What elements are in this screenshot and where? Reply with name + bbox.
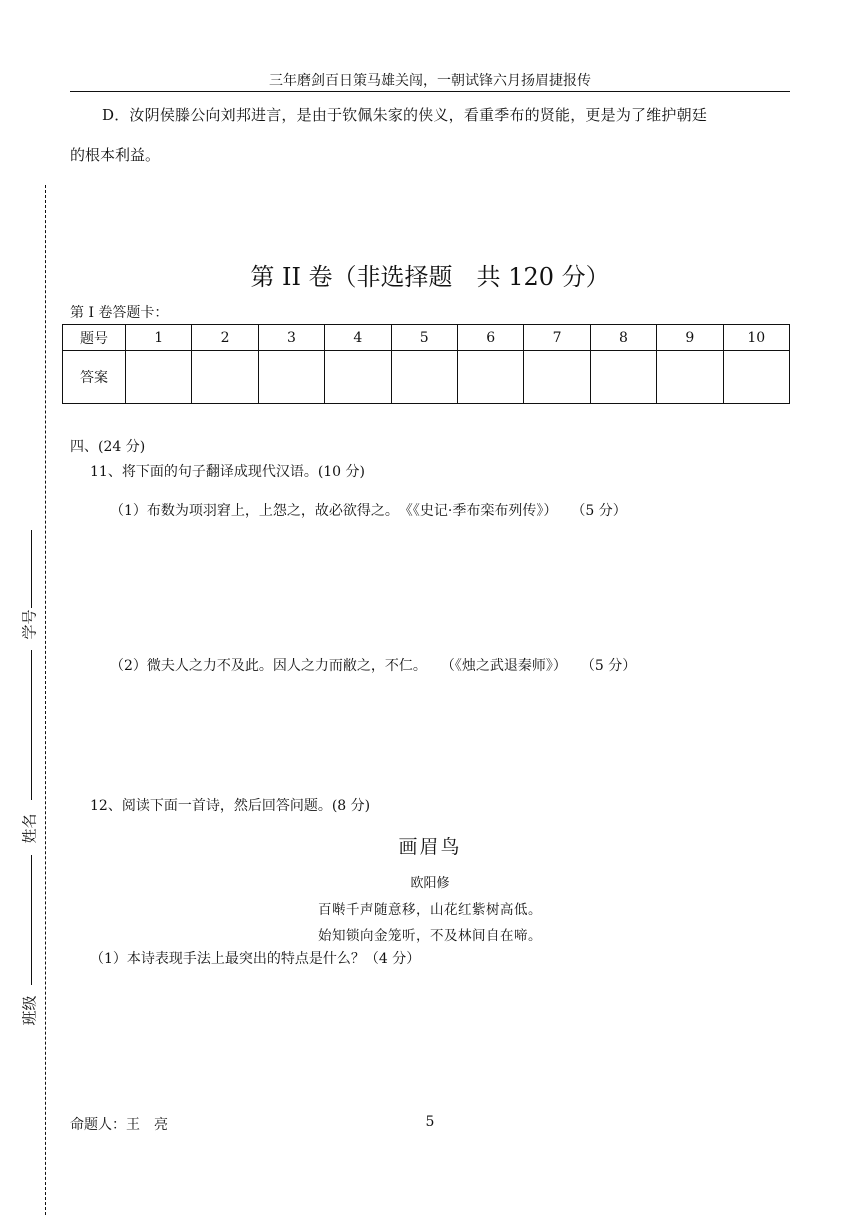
binding-cut-line <box>45 185 46 1215</box>
answer-cell[interactable] <box>590 351 656 404</box>
answer-cell[interactable] <box>192 351 258 404</box>
question-number: 10 <box>723 325 789 351</box>
question-number: 2 <box>192 325 258 351</box>
part4-heading: 四、(24 分) <box>70 439 146 455</box>
answer-card-caption: 第 I 卷答题卡： <box>70 305 169 321</box>
poem-line: 始知锁向金笼听，不及林间自在啼。 <box>318 928 542 944</box>
poem-title: 画眉鸟 <box>398 836 462 858</box>
side-label-name: 姓名 <box>20 813 39 844</box>
side-label-class: 班级 <box>20 995 39 1026</box>
q12-prompt: 12、阅读下面一首诗，然后回答问题。(8 分) <box>90 798 371 814</box>
option-d-line2: 的根本利益。 <box>70 146 161 164</box>
option-d-line1: D．汝阴侯滕公向刘邦进言，是由于钦佩朱家的侠义，看重季布的贤能，更是为了维护朝廷 <box>102 106 708 124</box>
answer-cell[interactable] <box>325 351 391 404</box>
question-number: 3 <box>258 325 324 351</box>
answer-cell[interactable] <box>457 351 523 404</box>
header-divider <box>70 91 790 92</box>
section-title: 第 II 卷（非选择题 共 120 分） <box>250 263 610 291</box>
q12-sub1: （1）本诗表现手法上最突出的特点是什么？（4 分） <box>90 951 421 967</box>
question-number: 1 <box>126 325 192 351</box>
question-number: 7 <box>524 325 590 351</box>
answer-card-table <box>62 324 790 404</box>
row-header-number: 题号 <box>63 325 126 351</box>
question-number: 8 <box>590 325 656 351</box>
answer-cell[interactable] <box>391 351 457 404</box>
name-line-upper <box>31 650 32 800</box>
answer-cell[interactable] <box>657 351 723 404</box>
student-id-line <box>31 530 32 608</box>
question-number: 9 <box>657 325 723 351</box>
question-number: 4 <box>325 325 391 351</box>
page-number: 5 <box>425 1114 435 1130</box>
question-number: 5 <box>391 325 457 351</box>
answer-cell[interactable] <box>126 351 192 404</box>
q11-sub1: （1）布数为项羽窘上，上怨之，故必欲得之。 《《史记·季布栾布列传》） （5 分） <box>110 503 627 519</box>
side-label-student-id: 学号 <box>20 609 39 640</box>
answer-cell[interactable] <box>258 351 324 404</box>
poem-line: 百啭千声随意移，山花红紫树高低。 <box>318 902 542 918</box>
q11-prompt: 11、将下面的句子翻译成现代汉语。(10 分) <box>90 464 366 480</box>
poem-author: 欧阳修 <box>410 876 450 891</box>
answer-cell[interactable] <box>524 351 590 404</box>
answer-cell[interactable] <box>723 351 789 404</box>
header-motto: 三年磨剑百日策马雄关闯，一朝试锋六月扬眉捷报传 <box>269 73 591 89</box>
question-number: 6 <box>457 325 523 351</box>
q11-sub2: （2）微夫人之力不及此。因人之力而敝之，不仁。 （《烛之武退秦师》） （5 分） <box>110 658 637 674</box>
footer-author: 命题人：王 亮 <box>70 1117 168 1133</box>
row-header-answer: 答案 <box>63 351 126 404</box>
